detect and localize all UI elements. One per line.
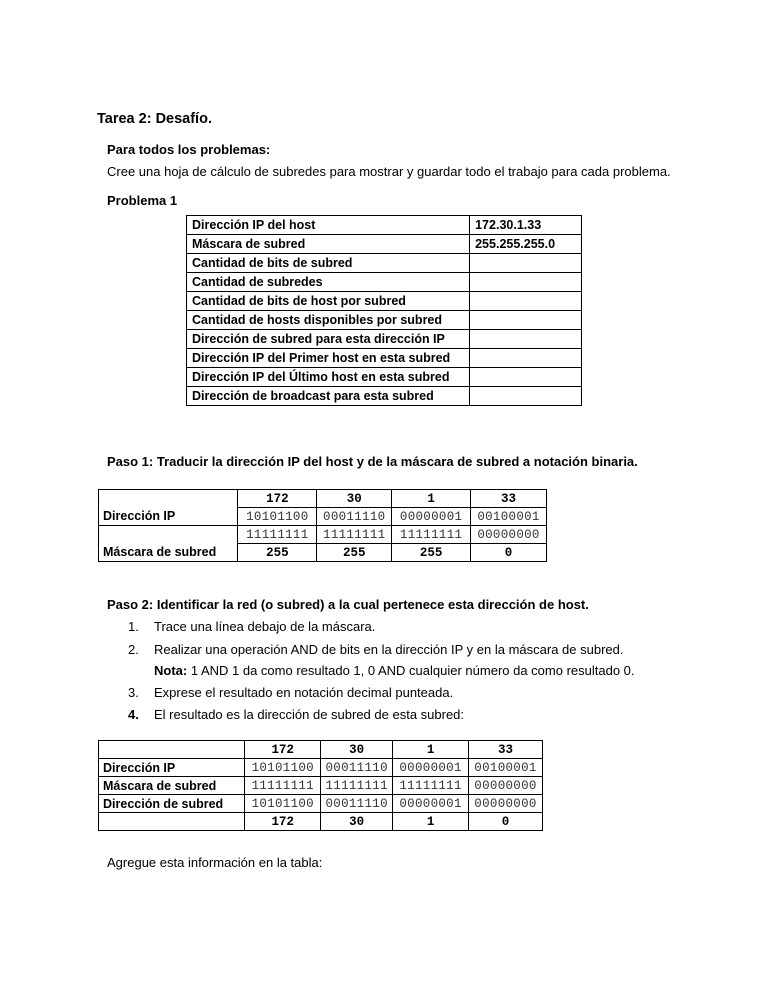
ip-bin-cell: 00100001 [471,508,547,526]
summary-value-cell [470,292,582,311]
summary-value-cell [470,387,582,406]
list-item-text: El resultado es la dirección de subred de esta subred: [154,707,465,722]
summary-label-cell: Dirección de broadcast para esta subred [187,387,470,406]
table-row [99,795,543,813]
table-row [99,526,547,544]
bin-cell: 11111111 [321,777,393,795]
table-row [187,235,582,254]
bin-cell: 11111111 [245,777,321,795]
summary-value-cell: 172.30.1.33 [470,216,582,235]
mask-dec-cell: 255 [238,544,317,562]
header-cell: 33 [469,741,543,759]
mask-bin-cell: 11111111 [392,526,471,544]
list-item-number: 2. [128,642,139,657]
table-row [187,273,582,292]
note-text: 1 AND 1 da como resultado 1, 0 AND cualquier número da como resultado 0. [187,663,635,678]
bin-cell: 00011110 [321,759,393,777]
summary-table [186,215,582,406]
header-cell: 30 [321,741,393,759]
ip-bin-cell: 10101100 [238,508,317,526]
summary-label-cell: Dirección IP del host [187,216,470,235]
summary-label-cell: Cantidad de bits de host por subred [187,292,470,311]
table-row [187,311,582,330]
header-cell: 172 [245,741,321,759]
empty-cell [99,741,245,759]
empty-cell [99,813,245,831]
table-row [99,759,543,777]
ip-dec-cell: 172 [238,490,317,508]
mask-dec-cell: 0 [471,544,547,562]
bin-cell: 10101100 [245,759,321,777]
mask-bin-cell: 11111111 [317,526,392,544]
task-title: Tarea 2: Desafío. [97,111,212,127]
bin-cell: 00000000 [469,777,543,795]
list-item [128,685,453,700]
ip-dec-cell: 1 [392,490,471,508]
list-item [128,619,375,634]
list-item-number: 4. [128,707,139,722]
step1-table [98,489,547,562]
list-item [128,642,623,657]
row-label: Dirección de subred [99,795,245,813]
step2-title: Paso 2: Identificar la red (o subred) a la cual pertenece esta dirección de host. [107,597,589,612]
ip-bin-cell: 00011110 [317,508,392,526]
summary-value-cell: 255.255.255.0 [470,235,582,254]
ip-dec-cell: 30 [317,490,392,508]
summary-label-cell: Dirección de subred para esta dirección IP [187,330,470,349]
mask-bin-cell: 00000000 [471,526,547,544]
summary-value-cell [470,349,582,368]
list-item-text: Trace una línea debajo de la máscara. [154,619,376,634]
bin-cell: 10101100 [245,795,321,813]
note [154,663,635,678]
step1-title: Paso 1: Traducir la dirección IP del host y de la máscara de subred a notación binaria. [107,454,638,469]
bin-cell: 00100001 [469,759,543,777]
footer-cell: 1 [393,813,469,831]
ip-bin-cell: 00000001 [392,508,471,526]
closing-text: Agregue esta información en la tabla: [107,855,323,870]
mask-bin-cell: 11111111 [238,526,317,544]
header-cell: 1 [393,741,469,759]
list-item-text: Realizar una operación AND de bits en la dirección IP y en la máscara de subred. [154,642,624,657]
mask-dec-cell: 255 [317,544,392,562]
summary-value-cell [470,330,582,349]
bin-cell: 00000000 [469,795,543,813]
bin-cell: 00000001 [393,795,469,813]
summary-label-cell: Dirección IP del Último host en esta subred [187,368,470,387]
bin-cell: 00000001 [393,759,469,777]
footer-cell: 0 [469,813,543,831]
list-item [128,707,464,722]
ip-dec-cell: 33 [471,490,547,508]
summary-label-cell: Máscara de subred [187,235,470,254]
row-label: Máscara de subred [99,777,245,795]
bin-cell: 11111111 [393,777,469,795]
table-row [187,387,582,406]
table-row [99,741,543,759]
footer-cell: 172 [245,813,321,831]
summary-value-cell [470,368,582,387]
summary-label-cell: Cantidad de bits de subred [187,254,470,273]
summary-label-cell: Cantidad de subredes [187,273,470,292]
table-row [187,254,582,273]
mask-label: Máscara de subred [99,526,238,562]
summary-value-cell [470,311,582,330]
summary-value-cell [470,273,582,292]
mask-dec-cell: 255 [392,544,471,562]
intro-heading: Para todos los problemas: [107,142,271,157]
table-row [99,490,547,508]
table-row [187,216,582,235]
intro-text: Cree una hoja de cálculo de subredes para mostrar y guardar todo el trabajo para cada problema. [107,164,671,179]
summary-value-cell [470,254,582,273]
bin-cell: 00011110 [321,795,393,813]
table-row [187,292,582,311]
list-item-text: Exprese el resultado en notación decimal punteada. [154,685,454,700]
row-label: Dirección IP [99,759,245,777]
problem-title: Problema 1 [107,193,178,208]
list-item-number: 1. [128,619,139,634]
table-row [187,349,582,368]
step2-table [98,740,543,831]
ip-label: Dirección IP [99,490,238,526]
list-item-number: 3. [128,685,139,700]
summary-label-cell: Dirección IP del Primer host en esta subred [187,349,470,368]
table-row [99,813,543,831]
footer-cell: 30 [321,813,393,831]
table-row [99,777,543,795]
table-row [187,368,582,387]
note-label: Nota: [154,663,188,678]
summary-label-cell: Cantidad de hosts disponibles por subred [187,311,470,330]
table-row [187,330,582,349]
